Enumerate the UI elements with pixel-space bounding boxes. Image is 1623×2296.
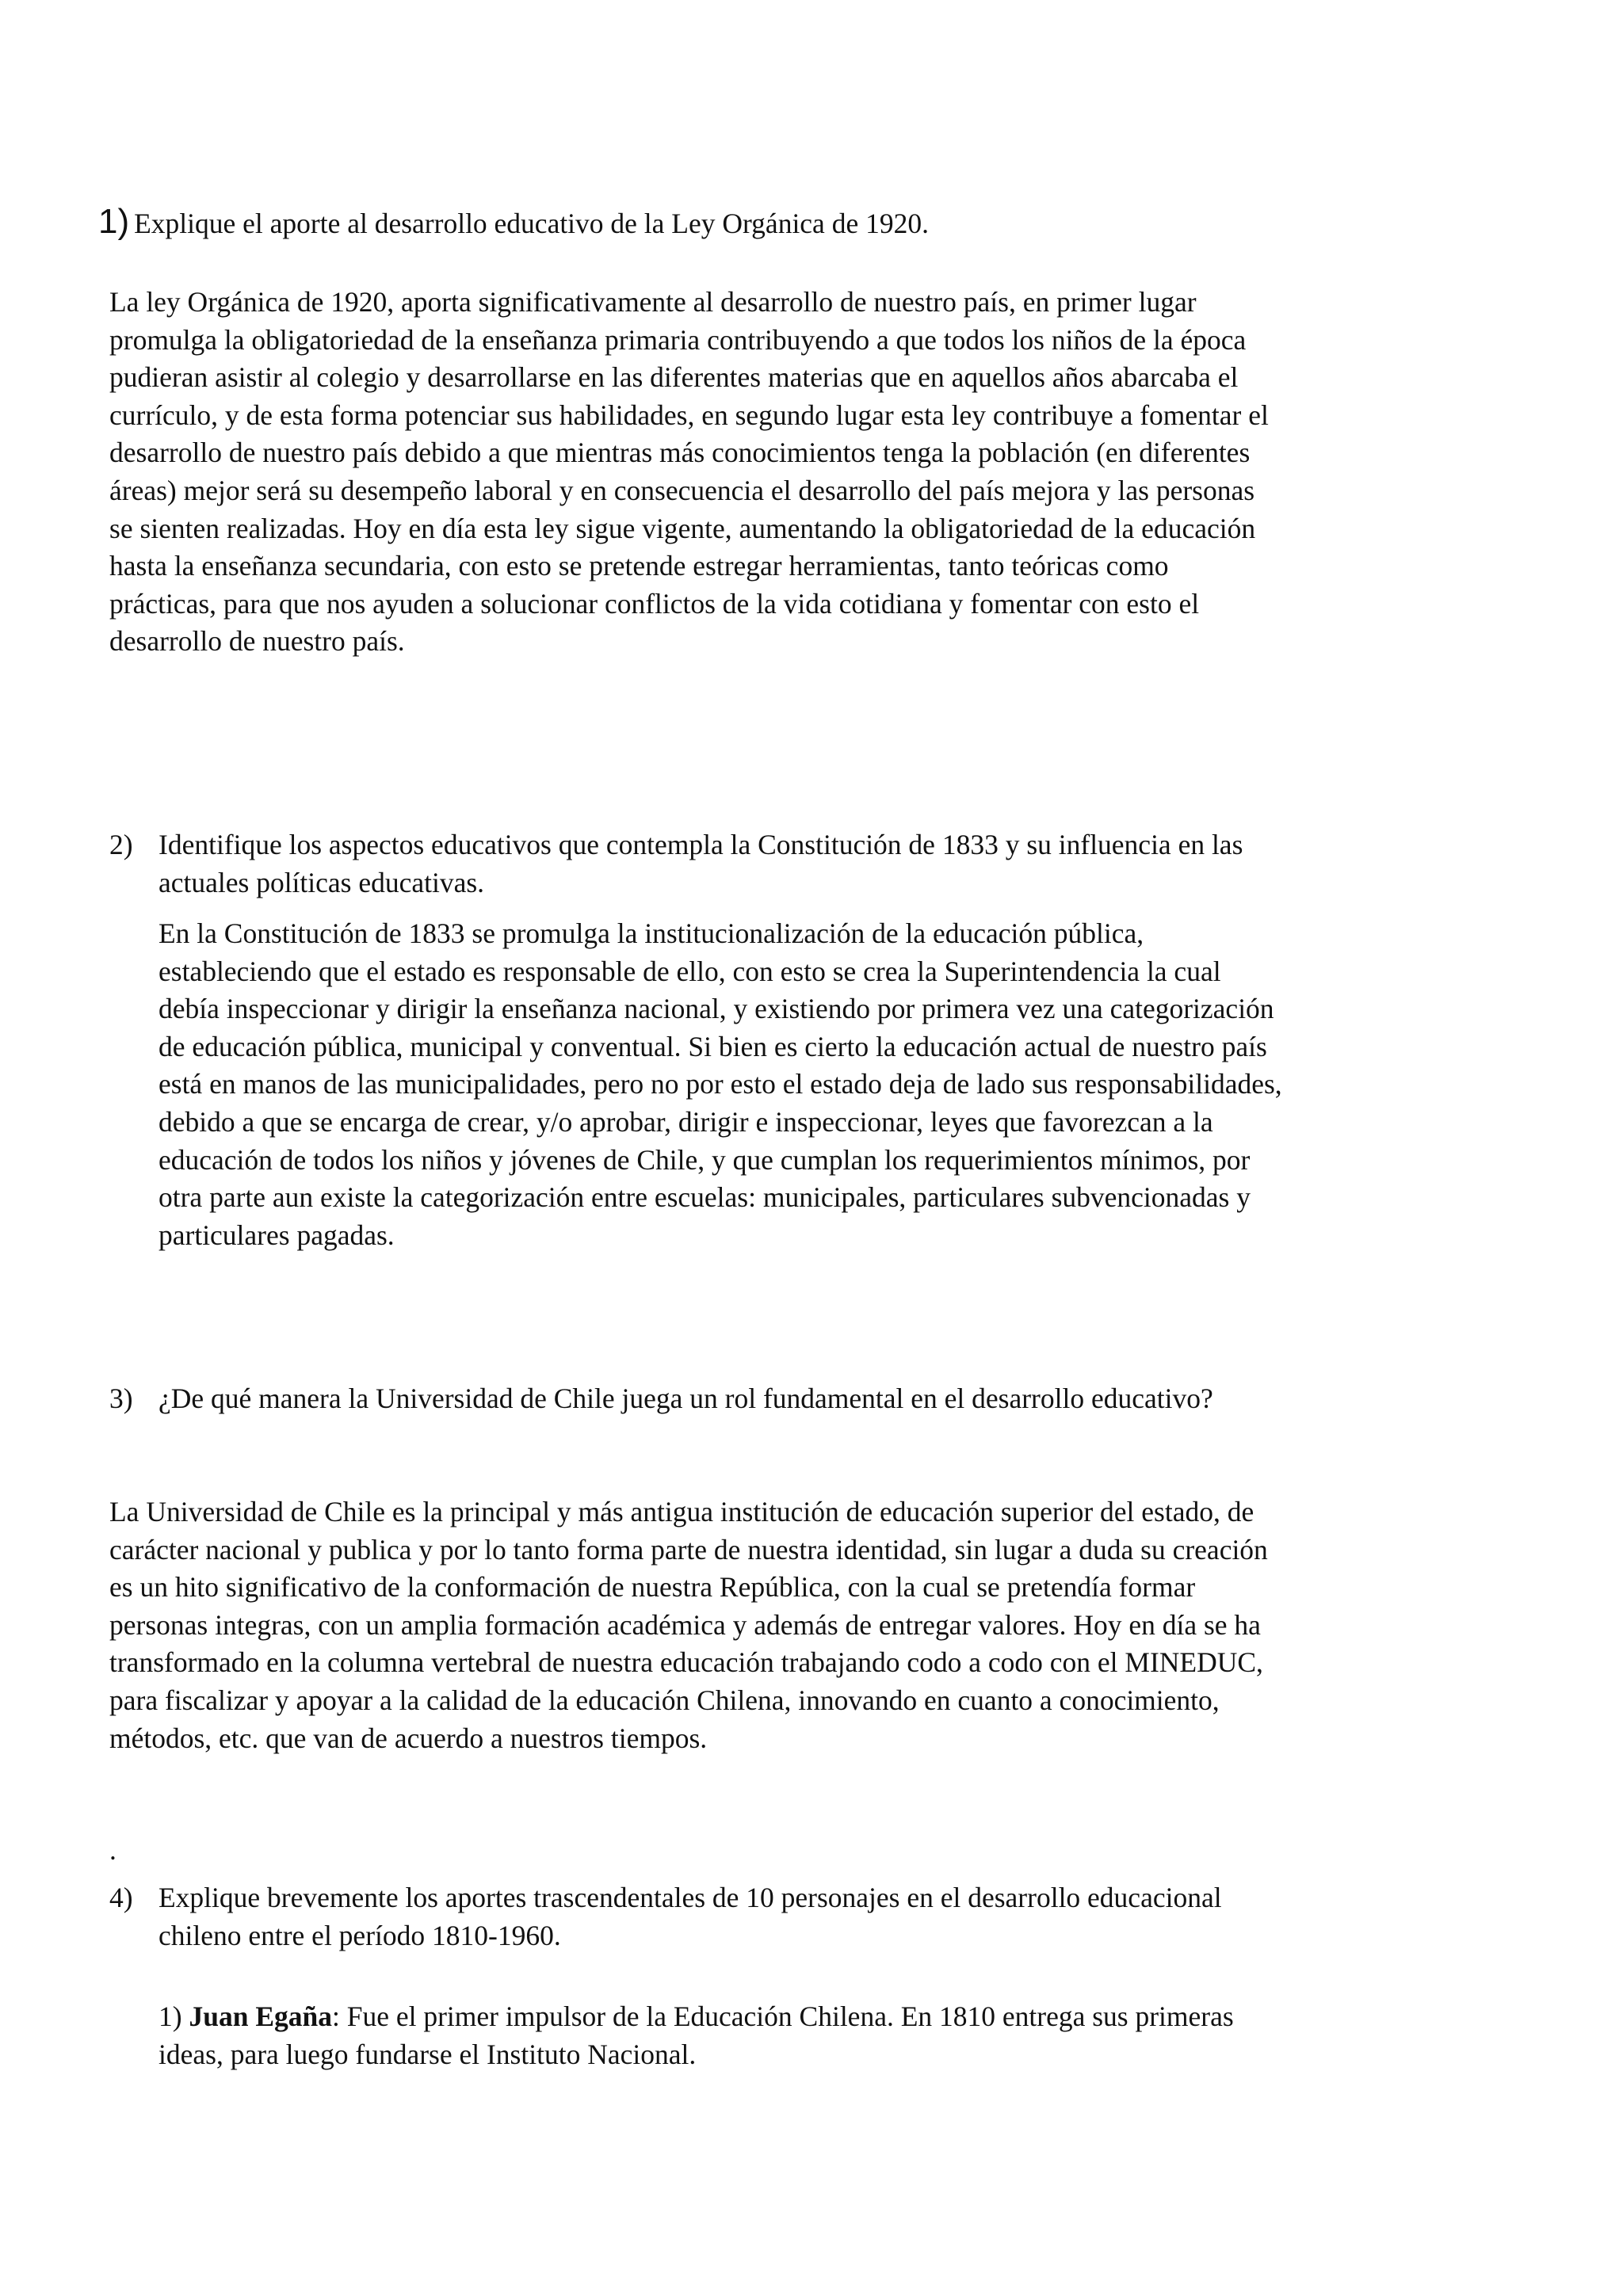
answer-3-line: métodos, etc. que van de acuerdo a nuestros tiempos. <box>109 1722 708 1754</box>
question-3-number: 3) <box>109 1383 133 1414</box>
question-3-text: ¿De qué manera la Universidad de Chile juega un rol fundamental en el desarrollo educativo? <box>158 1383 1213 1414</box>
question-4-text-line: chileno entre el período 1810-1960. <box>158 1919 561 1951</box>
answer-3 <box>109 1493 1488 1757</box>
answer-1-line: La ley Orgánica de 1920, aporta significativamente al desarrollo de nuestro país, en primer lugar <box>109 286 1197 318</box>
question-2-text-line: Identifique los aspectos educativos que contempla la Constitución de 1833 y su influencia en las <box>158 829 1243 860</box>
item-1-name: Juan Egaña <box>189 2000 332 2032</box>
answer-3-line: transformado en la columna vertebral de nuestra educación trabajando codo a codo con el MINEDUC, <box>109 1646 1263 1679</box>
answer-1-line: desarrollo de nuestro país debido a que mientras más conocimientos tenga la población (en diferentes <box>109 437 1251 469</box>
answer-2-line: de educación pública, municipal y conventual. Si bien es cierto la educación actual de nuestro país <box>158 1030 1267 1062</box>
answer-2-line: debido a que se encarga de crear, y/o aprobar, dirigir e inspeccionar, leyes que favorezcan a la <box>158 1105 1213 1138</box>
answer-2-line: otra parte aun existe la categorización entre escuelas: municipales, particulares subvencionadas y <box>158 1181 1251 1214</box>
answer-1-line: áreas) mejor será su desempeño laboral y en consecuencia el desarrollo del país mejora y las personas <box>109 474 1255 506</box>
answer-3-line: carácter nacional y publica y por lo tanto forma parte de nuestra identidad, sin lugar a duda su creación <box>109 1533 1268 1566</box>
answer-3-line: para fiscalizar y apoyar a la calidad de la educación Chilena, innovando en cuanto a conocimiento, <box>109 1684 1220 1716</box>
answer-1-line: pudieran asistir al colegio y desarrollarse en las diferentes materias que en aquellos años abarcaba el <box>109 361 1239 394</box>
item-1-text: : Fue el primer impulsor de la Educación Chilena. En 1810 entrega sus primeras <box>332 2000 1234 2032</box>
answer-1-line: promulga la obligatoriedad de la enseñanza primaria contribuyendo a que todos los niños de la época <box>109 323 1247 356</box>
question-1-text: Explique el aporte al desarrollo educativo de la Ley Orgánica de 1920. <box>134 208 929 239</box>
answer-2-line: estableciendo que el estado es responsable de ello, con esto se crea la Superintendencia la cual <box>158 955 1221 987</box>
question-4-number: 4) <box>109 1882 133 1913</box>
answer-3-line: es un hito significativo de la conformación de nuestra República, con la cual se pretendía formar <box>109 1571 1196 1604</box>
separator-dot: . <box>109 1834 116 1866</box>
answer-1-line: currículo, y de esta forma potenciar sus habilidades, en segundo lugar esta ley contribuye a fomentar el <box>109 399 1269 431</box>
item-1-number: 1) <box>158 2000 189 2032</box>
answer-1 <box>109 284 1488 661</box>
question-2-text-line: actuales políticas educativas. <box>158 866 485 898</box>
answer-4-item-1-line <box>158 1998 1490 2036</box>
answer-2 <box>158 915 1490 1254</box>
answer-1-line: hasta la enseñanza secundaria, con esto se pretende estregar herramientas, tanto teóricas como <box>109 550 1169 582</box>
answer-1-line: desarrollo de nuestro país. <box>109 625 405 658</box>
answer-2-line: debía inspeccionar y dirigir la enseñanza nacional, y existiendo por primera vez una categorización <box>158 993 1274 1025</box>
question-1-number: 1) <box>98 202 130 241</box>
answer-2-line: educación de todos los niños y jóvenes de Chile, y que cumplan los requerimientos mínimos, por <box>158 1143 1251 1176</box>
question-1-title <box>98 203 929 243</box>
answer-2-line: particulares pagadas. <box>158 1219 395 1251</box>
question-4-text-line: Explique brevemente los aportes trascendentales de 10 personajes en el desarrollo educacional <box>158 1882 1222 1913</box>
question-4-title <box>109 1879 1488 1955</box>
answer-3-line: La Universidad de Chile es la principal y más antigua institución de educación superior del estado, de <box>109 1496 1254 1527</box>
answer-1-line: se sienten realizadas. Hoy en día esta ley sigue vigente, aumentando la obligatoriedad de la educación <box>109 512 1256 544</box>
answer-3-line: personas integras, con un amplia formación académica y además de entregar valores. Hoy en día se ha <box>109 1608 1261 1641</box>
answer-1-line: prácticas, para que nos ayuden a solucionar conflictos de la vida cotidiana y fomentar con esto el <box>109 587 1200 620</box>
answer-2-line: En la Constitución de 1833 se promulga la institucionalización de la educación pública, <box>158 917 1144 949</box>
question-2-title <box>109 826 1488 902</box>
answer-4-item-1-line: ideas, para luego fundarse el Instituto Nacional. <box>158 2038 697 2070</box>
question-2-number: 2) <box>109 829 133 860</box>
answer-2-line: está en manos de las municipalidades, pero no por esto el estado deja de lado sus responsabilidades, <box>158 1068 1282 1100</box>
question-3-title <box>109 1380 1488 1418</box>
answer-4-item-1 <box>158 1998 1490 2073</box>
